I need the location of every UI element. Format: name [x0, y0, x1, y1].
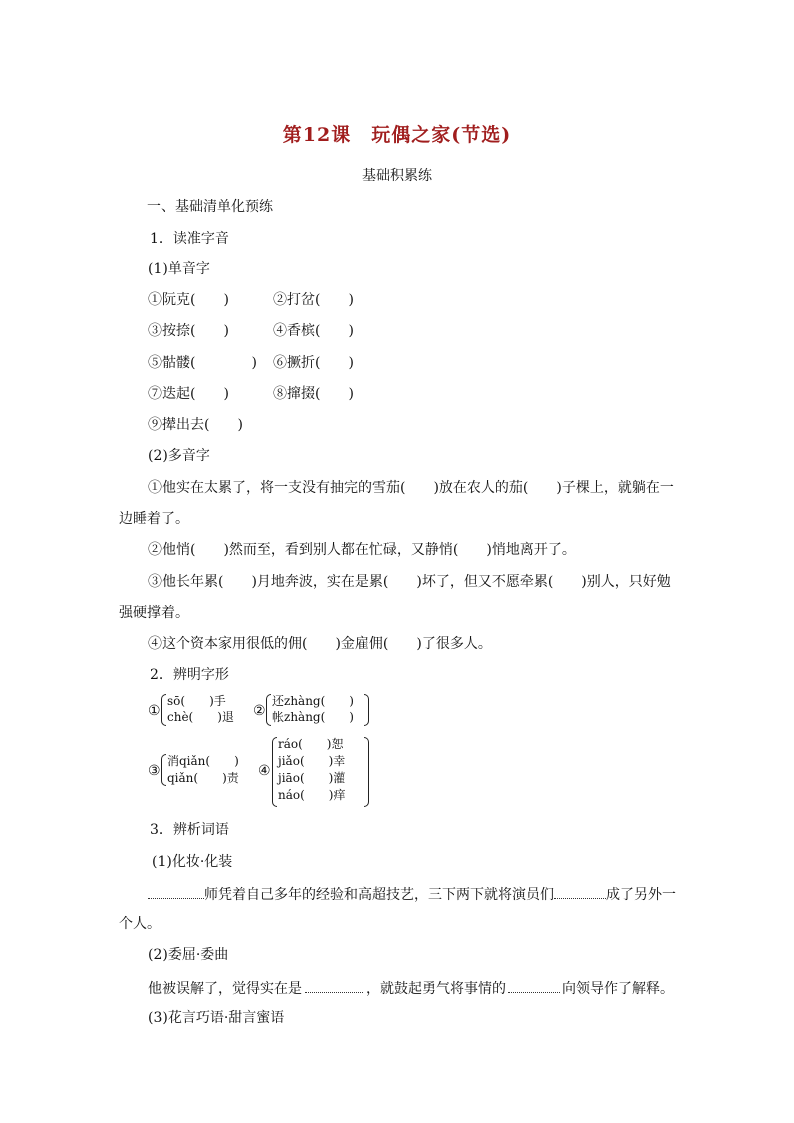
fill-in-sentence: 他被误解了，觉得实在是 ，就鼓起勇气将事情的 向领导作了解释。: [148, 978, 674, 998]
page-title: 第12课 玩偶之家(节选): [282, 124, 512, 146]
answer-blank[interactable]: [148, 884, 204, 899]
polyphone-line: ③他长年累( )月地奔波，实在是累( )坏了，但又不愿牵累( )别人，只好勉: [148, 574, 671, 590]
glyph-line: sō( )手: [167, 694, 226, 708]
pronunciation-item: ⑤骷髅( ): [148, 355, 257, 371]
glyph-line: qiǎn( )责: [167, 771, 239, 785]
pronunciation-item: ⑨撵出去( ): [148, 417, 243, 433]
answer-blank[interactable]: [554, 884, 606, 899]
q3-subheading: (1)化妆·化装: [152, 854, 233, 870]
glyph-line: náo( )痒: [278, 788, 346, 802]
polyphone-line: 边睡着了。: [119, 511, 189, 527]
left-brace: [272, 737, 277, 807]
q3-subheading: (2)委屈·委曲: [148, 947, 229, 963]
q3-subheading: (3)花言巧语·甜言蜜语: [148, 1010, 285, 1026]
polyphone-line: 强硬撑着。: [119, 605, 189, 621]
pronunciation-item: ⑥撅折( ): [273, 355, 354, 371]
glyph-line: ráo( )恕: [278, 737, 344, 751]
answer-blank[interactable]: [305, 978, 363, 993]
group-number: ①: [148, 703, 161, 719]
glyph-line: 消qiǎn( ): [167, 754, 239, 768]
left-brace: [266, 694, 271, 726]
left-brace: [161, 754, 166, 786]
group-number: ③: [148, 763, 161, 779]
group-number: ④: [258, 763, 271, 779]
pronunciation-item: ⑧撺掇( ): [273, 386, 354, 402]
fill-in-sentence: 师凭着自己多年的经验和高超技艺，三下两下就将演员们 成了另外一: [148, 884, 676, 904]
question-1-label: 1．读准字音: [150, 231, 229, 247]
glyph-line: jiāo( )灌: [278, 771, 346, 785]
polyphone-line: ①他实在太累了，将一支没有抽完的雪茄( )放在农人的茄( )子棵上，就躺在一: [148, 480, 674, 496]
fill-in-sentence-cont: 个人。: [119, 916, 161, 932]
question-3-label: 3．辨析词语: [150, 822, 229, 838]
answer-blank[interactable]: [508, 978, 560, 993]
right-brace: [364, 694, 369, 726]
pronunciation-item: ③按捺( ): [148, 323, 229, 339]
polyphone-line: ④这个资本家用很低的佣( )金雇佣( )了很多人。: [148, 636, 492, 652]
glyph-line: chè( )退: [167, 710, 234, 724]
q1-subheading-multi: (2)多音字: [148, 448, 210, 464]
glyph-line: 帐zhàng( ): [272, 710, 354, 724]
page-subtitle: 基础积累练: [362, 168, 432, 184]
polyphone-line: ②他悄( )然而至，看到别人都在忙碌，又静悄( )悄地离开了。: [148, 542, 576, 558]
group-number: ②: [253, 703, 266, 719]
glyph-line: jiǎo( )幸: [278, 754, 346, 768]
pronunciation-item: ④香槟( ): [273, 323, 354, 339]
left-brace: [161, 694, 166, 726]
q1-subheading-single: (1)单音字: [148, 261, 210, 277]
glyph-line: 还zhàng( ): [272, 694, 354, 708]
pronunciation-item: ⑦迭起( ): [148, 386, 229, 402]
pronunciation-item: ①阮克( ): [148, 292, 229, 308]
section-heading: 一、基础清单化预练: [147, 199, 273, 215]
question-2-label: 2．辨明字形: [150, 667, 229, 683]
right-brace: [364, 737, 369, 807]
pronunciation-item: ②打岔( ): [273, 292, 354, 308]
